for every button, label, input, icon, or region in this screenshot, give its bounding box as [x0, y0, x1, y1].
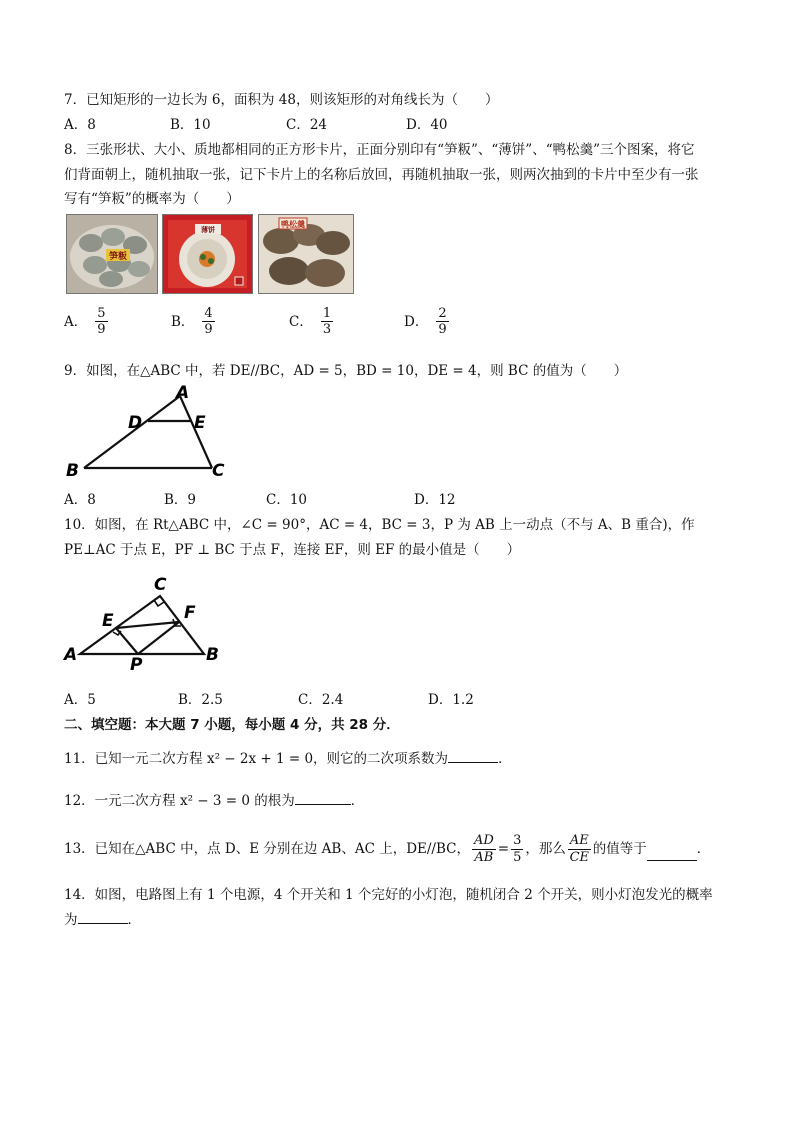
q8-option-b-letter: B． [171, 313, 195, 330]
q9-label-a: A [176, 384, 190, 403]
section-2-heading: 二、填空题：本大题 7 小题，每小题 4 分，共 28 分． [64, 717, 400, 733]
q13-fraction-ae: AE [569, 832, 589, 848]
q10-label-p: P [130, 655, 143, 672]
q11 [64, 750, 512, 768]
q7-option-a: A．8 [64, 117, 96, 133]
q14-line-1: 14．如图，电路图上有 1 个电源，4 个开关和 1 个完好的小灯泡，随机闭合 2 个开关，则小灯泡发光的概率 [64, 887, 713, 903]
q9-label-d: D [128, 413, 143, 433]
q8-option-c [289, 306, 333, 337]
q8-line-1: 8．三张形状、大小、质地都相同的正方形卡片，正面分别印有“笋粄”、“薄饼”、“鸭松羹”三个图案，将它 [64, 142, 695, 158]
q12-text: 12．一元二次方程 x² − 3 = 0 的根为 [64, 793, 295, 809]
q9-label-b: B [66, 461, 79, 480]
q8-option-d-num: 2 [438, 306, 447, 321]
q7-option-b: B．10 [170, 117, 211, 133]
q13-text: 13．已知在△ABC 中，点 D、E 分别在边 AB、AC 上，DE//BC， [64, 841, 470, 857]
q9-option-d: D．12 [414, 492, 456, 508]
q13-answer-blank[interactable] [647, 848, 697, 861]
q8-option-a [64, 306, 108, 337]
q8-option-c-letter: C． [289, 313, 313, 330]
q12 [64, 792, 364, 810]
q8-option-b-num: 4 [204, 306, 213, 321]
q13-fraction-ad-ab [472, 833, 496, 866]
q10-option-a: A．5 [64, 692, 96, 708]
q8-option-d-fraction [436, 306, 448, 337]
q8-option-d-letter: D． [404, 313, 429, 330]
q13-fraction-5: 5 [513, 849, 522, 865]
q14-line-2 [64, 911, 141, 929]
q10-line-2: PE⊥AC 于点 E，PF ⊥ BC 于点 F，连接 EF，则 EF 的最小值是（ ） [64, 542, 521, 558]
q9-option-a: A．8 [64, 492, 96, 508]
q8-option-b-den: 9 [204, 322, 213, 337]
photo-ya-song-geng [258, 214, 354, 294]
q7-option-d: D．40 [406, 117, 448, 133]
q14-end: ． [127, 912, 141, 928]
q13-post: 的值等于 [592, 841, 647, 857]
q12-end: ． [350, 793, 365, 809]
q9-option-b: B．9 [164, 492, 197, 508]
q8-option-a-num: 5 [97, 306, 106, 321]
photo-sun-ban [66, 214, 158, 294]
q11-end: ． [498, 751, 512, 767]
q13-equals: = [497, 841, 510, 857]
q8-option-d-den: 9 [438, 322, 447, 337]
q10-label-a: A [64, 645, 78, 665]
q13 [64, 830, 710, 868]
q13-fraction-3: 3 [513, 832, 522, 848]
q13-fraction-ae-ce [568, 833, 591, 866]
q10-label-f: F [184, 603, 196, 623]
q13-fraction-ab: AB [474, 849, 494, 865]
q10-right-triangle-figure [62, 572, 232, 672]
q13-fraction-ce: CE [569, 849, 590, 865]
q12-answer-blank[interactable] [295, 792, 351, 805]
q8-option-c-fraction [321, 306, 333, 337]
q10-label-e: E [102, 611, 114, 631]
q8-option-d [404, 306, 449, 337]
q9-label-e: E [194, 413, 206, 433]
q8-option-b [171, 306, 215, 337]
q9-triangle-figure [62, 384, 242, 480]
q8-option-a-den: 9 [97, 322, 106, 337]
q11-answer-blank[interactable] [448, 750, 498, 763]
q8-option-a-fraction [95, 306, 107, 337]
q10-line-1: 10．如图，在 Rt△ABC 中，∠C = 90°，AC = 4，BC = 3，P 为 AB 上一动点（不与 A、B 重合)，作 [64, 517, 695, 533]
photo-label-bao-bing: 薄饼 [201, 226, 215, 234]
photo-label-sun-ban: 笋粄 [108, 252, 128, 262]
q8-option-c-den: 3 [322, 322, 332, 337]
q13-fraction-ad: AD [473, 832, 494, 848]
q10-option-d: D．1.2 [428, 692, 474, 708]
q8-line-3: 写有“笋粄”的概率为（ ） [64, 191, 240, 207]
q13-fraction-3-5 [511, 833, 523, 866]
q9-label-c: C [212, 461, 225, 480]
q10-label-c: C [154, 575, 167, 595]
q8-line-2: 们背面朝上，随机抽取一张，记下卡片上的名称后放回，再随机抽取一张，则两次抽到的卡片中至少有一张 [64, 167, 699, 183]
q13-end: ． [696, 841, 711, 857]
q9-text: 9．如图，在△ABC 中，若 DE//BC，AD = 5，BD = 10，DE = 4，则 BC 的值为（ ） [64, 363, 628, 379]
q10-option-b: B．2.5 [178, 692, 223, 708]
q11-text: 11．已知一元二次方程 x² − 2x + 1 = 0，则它的二次项系数为 [64, 751, 449, 767]
photo-bao-bing [162, 214, 253, 294]
q14-line-2-text: 为 [64, 912, 78, 928]
q8-option-c-num: 1 [322, 306, 332, 321]
q13-mid: ，那么 [525, 841, 566, 857]
q9-option-c: C．10 [266, 492, 308, 508]
photo-label-ya-song-geng: 鸭松羹 [281, 220, 305, 229]
q8-option-a-letter: A． [64, 313, 88, 330]
q10-option-c: C．2.4 [298, 692, 344, 708]
q7-text: 7．已知矩形的一边长为 6，面积为 48，则该矩形的对角线长为（ ） [64, 92, 499, 108]
q8-option-b-fraction [202, 306, 214, 337]
q7-option-c: C．24 [286, 117, 328, 133]
q10-label-b: B [206, 645, 219, 665]
q14-answer-blank[interactable] [78, 911, 128, 924]
